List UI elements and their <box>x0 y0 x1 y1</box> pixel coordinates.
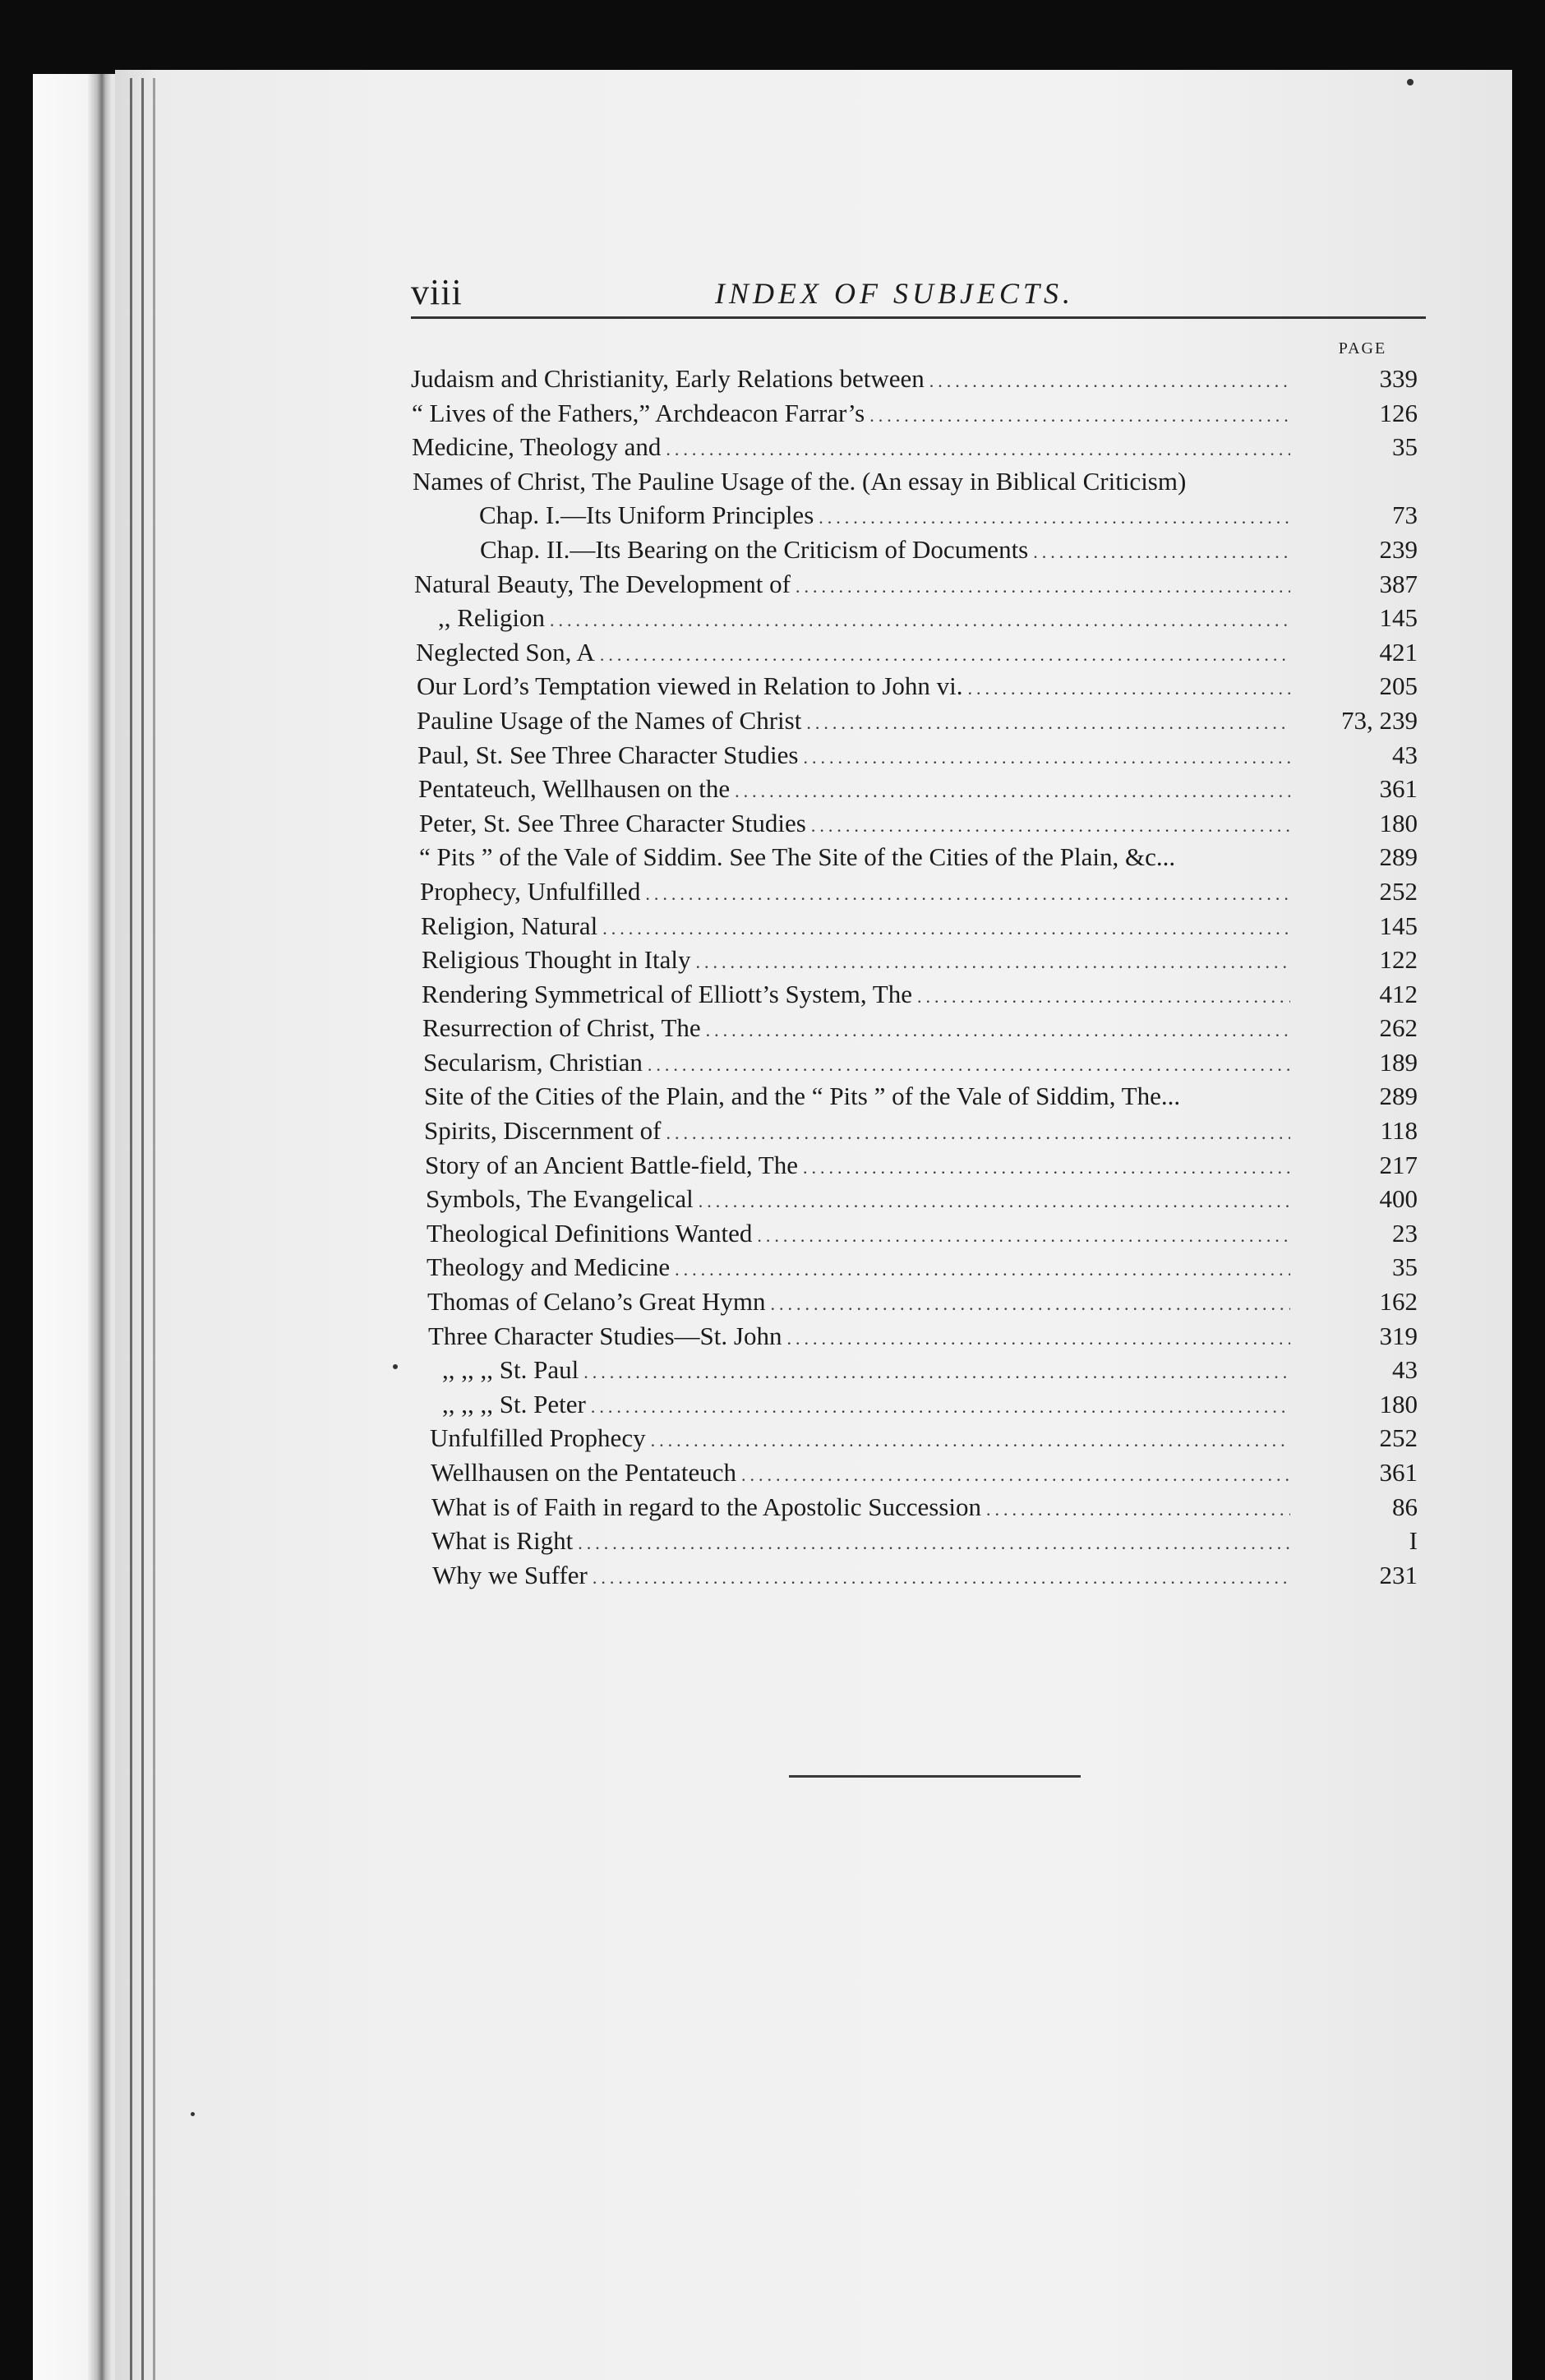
entry-subject: Religion, Natural <box>421 911 598 940</box>
entry-subject: Why we Suffer <box>432 1560 588 1589</box>
entry-subject: Theology and Medicine <box>427 1252 671 1282</box>
dot-leader <box>696 945 1291 977</box>
scan-speck <box>191 2112 195 2116</box>
entry-subject: Resurrection of Christ, The <box>422 1013 701 1043</box>
entry-text <box>431 1524 1290 1558</box>
dot-leader <box>771 1287 1290 1319</box>
entry-page-number: 205 <box>1379 671 1418 701</box>
entry-page-number: 189 <box>1379 1047 1418 1077</box>
entry-subject: Three Character Studies—St. John <box>428 1321 782 1350</box>
index-entry <box>411 1524 1426 1558</box>
entry-page-number: 252 <box>1379 1423 1418 1453</box>
dot-leader <box>591 1390 1290 1422</box>
entry-page-number: 145 <box>1379 603 1418 633</box>
dot-leader <box>986 1492 1290 1524</box>
index-entry <box>411 567 1426 602</box>
entry-page-number: 43 <box>1392 1355 1418 1385</box>
entry-page-number: 339 <box>1379 364 1418 393</box>
entry-text <box>422 1011 1290 1045</box>
entry-text <box>430 1421 1290 1455</box>
index-entry <box>411 1558 1426 1593</box>
entry-text <box>420 874 1290 909</box>
index-entry <box>411 806 1426 841</box>
dot-leader <box>699 1184 1290 1216</box>
entry-text <box>422 943 1290 977</box>
entry-page-number: 86 <box>1392 1492 1418 1521</box>
page-edge-line <box>141 78 144 2380</box>
entry-text <box>424 1114 1290 1148</box>
entry-subject: Neglected Son, A <box>416 637 595 666</box>
entry-subject: Rendering Symmetrical of Elliott’s System, The <box>422 979 912 1008</box>
index-entry <box>411 601 1426 635</box>
index-entry <box>411 840 1426 874</box>
dot-leader <box>929 364 1290 396</box>
entry-page-number: I <box>1409 1526 1418 1556</box>
entry-text <box>417 703 1290 738</box>
dot-leader <box>666 432 1290 464</box>
dot-leader <box>583 1355 1290 1387</box>
entry-page-number: 73 <box>1392 500 1418 530</box>
index-entry <box>411 1011 1426 1045</box>
index-entry <box>411 1285 1426 1319</box>
dot-leader <box>869 399 1290 431</box>
entry-subject: What is of Faith in regard to the Apostolic Succession <box>431 1492 981 1521</box>
entry-page-number: 126 <box>1379 398 1418 427</box>
entry-subject: Chap. I.—Its Uniform Principles <box>479 500 814 530</box>
entry-page-number: 289 <box>1379 1082 1418 1111</box>
entry-page-number: 162 <box>1379 1287 1418 1317</box>
entry-text <box>431 1490 1290 1524</box>
entry-page-number: 122 <box>1379 945 1418 975</box>
index-entry <box>411 1387 1426 1422</box>
entry-subject: Spirits, Discernment of <box>424 1116 662 1146</box>
dot-leader <box>917 980 1290 1012</box>
entry-text <box>432 1558 1290 1593</box>
entry-subject: Symbols, The Evangelical <box>426 1184 694 1214</box>
index-entry <box>411 1421 1426 1455</box>
dot-leader <box>651 1423 1290 1455</box>
entry-text <box>417 738 1290 773</box>
entry-text <box>425 1148 1290 1183</box>
page-header <box>411 271 1422 317</box>
index-entry <box>411 362 1426 396</box>
entry-page-number: 319 <box>1379 1321 1418 1350</box>
entry-text <box>480 533 1290 567</box>
index-entry <box>411 533 1426 567</box>
index-entry <box>411 464 1426 499</box>
dot-leader <box>803 1151 1290 1183</box>
header-rule <box>411 316 1426 319</box>
index-entry <box>411 1148 1426 1183</box>
entry-page-number: 35 <box>1392 1252 1418 1282</box>
index-entry <box>411 772 1426 806</box>
dot-leader <box>786 1321 1290 1354</box>
entry-subject: Judaism and Christianity, Early Relations between <box>411 364 925 393</box>
index-entry <box>411 1250 1426 1285</box>
entry-page-number: 239 <box>1379 534 1418 564</box>
page-edge-line <box>130 78 132 2380</box>
entry-subject: Natural Beauty, The Development of <box>414 569 791 598</box>
entry-subject: ,, ,, ,, St. Paul <box>442 1355 579 1385</box>
entry-text <box>427 1285 1290 1319</box>
dot-leader <box>593 1561 1290 1593</box>
dot-leader <box>806 706 1290 738</box>
entry-subject: What is Right <box>431 1526 574 1556</box>
entry-text <box>427 1216 1290 1251</box>
entry-text <box>416 635 1290 670</box>
dot-leader <box>675 1252 1290 1285</box>
index-entry <box>411 703 1426 738</box>
entry-page-number: 421 <box>1379 637 1418 666</box>
entry-subject: Prophecy, Unfulfilled <box>420 876 641 906</box>
entry-subject: Pentateuch, Wellhausen on the <box>418 774 731 804</box>
entry-subject: Thomas of Celano’s Great Hymn <box>427 1287 766 1317</box>
entry-text <box>424 1079 1290 1114</box>
entry-page-number: 35 <box>1392 432 1418 462</box>
dot-leader <box>741 1458 1290 1490</box>
index-entry <box>411 1045 1426 1080</box>
index-entry <box>411 430 1426 464</box>
entry-subject: “ Lives of the Fathers,” Archdeacon Farrar’s <box>412 398 865 427</box>
dot-leader <box>578 1526 1290 1558</box>
entry-page-number: 145 <box>1379 911 1418 940</box>
index-entry <box>411 1216 1426 1251</box>
entry-text <box>423 1045 1290 1080</box>
entry-text <box>421 909 1290 943</box>
entry-subject: Secularism, Christian <box>423 1047 643 1077</box>
dot-leader <box>735 774 1290 806</box>
scan-speck <box>1407 79 1414 85</box>
entry-subject: “ Pits ” of the Vale of Siddim. See The Site of the Cities of the Plain, &c... <box>419 842 1176 872</box>
scan-speck <box>393 1364 398 1369</box>
index-entry <box>411 669 1426 703</box>
index-entry <box>411 943 1426 977</box>
entry-page-number: 23 <box>1392 1218 1418 1248</box>
entry-subject: Unfulfilled Prophecy <box>430 1423 646 1453</box>
entry-subject: ,, Religion <box>438 603 546 633</box>
entry-subject: Our Lord’s Temptation viewed in Relation to John vi. <box>417 671 963 701</box>
entry-page-number: 400 <box>1379 1184 1418 1214</box>
entry-text <box>426 1182 1290 1216</box>
entry-page-number: 289 <box>1379 842 1418 872</box>
entry-subject: Peter, St. See Three Character Studies <box>419 808 806 837</box>
index-entry <box>411 1490 1426 1524</box>
entry-page-number: 387 <box>1379 569 1418 598</box>
folio-number: viii <box>411 272 463 312</box>
index-entry <box>411 909 1426 943</box>
entry-subject: Wellhausen on the Pentateuch <box>431 1458 736 1487</box>
dot-leader <box>645 877 1290 909</box>
entry-subject: ,, ,, ,, St. Peter <box>442 1389 586 1418</box>
entry-page-number: 43 <box>1392 740 1418 769</box>
index-entry <box>411 635 1426 670</box>
entry-text <box>422 977 1290 1012</box>
entry-subject: Site of the Cities of the Plain, and the “ Pits ” of the Vale of Siddim, The... <box>424 1082 1181 1111</box>
entry-page-number: 73, 239 <box>1341 705 1418 735</box>
entry-text <box>479 498 1290 533</box>
dot-leader <box>666 1116 1290 1148</box>
dot-leader <box>602 911 1290 943</box>
entry-text <box>442 1387 1290 1422</box>
entry-page-number: 252 <box>1379 876 1418 906</box>
entry-page-number: 180 <box>1379 1389 1418 1418</box>
entry-subject: Theological Definitions Wanted <box>427 1218 753 1248</box>
entry-text <box>413 464 1290 499</box>
index-entry <box>411 1353 1426 1387</box>
entry-subject: Story of an Ancient Battle-field, The <box>425 1150 798 1179</box>
dot-leader <box>796 570 1290 602</box>
entry-page-number: 361 <box>1379 774 1418 804</box>
entry-text <box>411 362 1290 396</box>
entry-text <box>427 1250 1290 1285</box>
entry-page-number: 118 <box>1380 1116 1418 1146</box>
index-entry <box>411 1455 1426 1490</box>
index-entry <box>411 1182 1426 1216</box>
index-entries <box>411 362 1426 1592</box>
entry-subject: Religious Thought in Italy <box>422 945 691 975</box>
entry-page-number: 262 <box>1379 1013 1418 1043</box>
entry-subject: Chap. II.—Its Bearing on the Criticism of Documents <box>480 534 1029 564</box>
entry-text <box>442 1353 1290 1387</box>
index-entry <box>411 1114 1426 1148</box>
entry-subject: Paul, St. See Three Character Studies <box>417 740 799 769</box>
dot-leader <box>819 500 1290 533</box>
index-entry <box>411 1079 1426 1114</box>
entry-page-number: 180 <box>1379 808 1418 837</box>
entry-page-number: 231 <box>1379 1560 1418 1589</box>
dot-leader <box>968 671 1290 703</box>
page-edge-line <box>153 78 155 2380</box>
dot-leader <box>550 603 1290 635</box>
entry-subject: Names of Christ, The Pauline Usage of the. (An essay in Biblical Criticism) <box>413 466 1187 496</box>
dot-leader <box>811 809 1290 841</box>
entry-page-number: 412 <box>1379 979 1418 1008</box>
running-head: INDEX OF SUBJECTS. <box>715 277 1074 310</box>
index-entry <box>411 738 1426 773</box>
index-entry <box>411 1319 1426 1354</box>
entry-text <box>418 772 1290 806</box>
closing-rule <box>789 1775 1081 1778</box>
entry-text <box>414 567 1290 602</box>
dot-leader <box>706 1013 1290 1045</box>
entry-text <box>419 806 1290 841</box>
entry-text <box>438 601 1290 635</box>
index-entry <box>411 977 1426 1012</box>
index-entry <box>411 874 1426 909</box>
dot-leader <box>1033 535 1290 567</box>
entry-text <box>431 1455 1290 1490</box>
index-entry <box>411 498 1426 533</box>
page-column-label: PAGE <box>1338 339 1387 357</box>
entry-page-number: 217 <box>1379 1150 1418 1179</box>
entry-text <box>419 840 1290 874</box>
entry-subject: Pauline Usage of the Names of Christ <box>417 705 802 735</box>
entry-subject: Medicine, Theology and <box>412 432 662 462</box>
entry-text <box>412 430 1290 464</box>
dot-leader <box>648 1048 1290 1080</box>
entry-text <box>412 396 1290 431</box>
entry-page-number: 361 <box>1379 1458 1418 1487</box>
entry-text <box>417 669 1290 703</box>
entry-text <box>428 1319 1290 1354</box>
dot-leader <box>757 1219 1290 1251</box>
index-entry <box>411 396 1426 431</box>
dot-leader <box>600 638 1290 670</box>
dot-leader <box>803 740 1290 773</box>
